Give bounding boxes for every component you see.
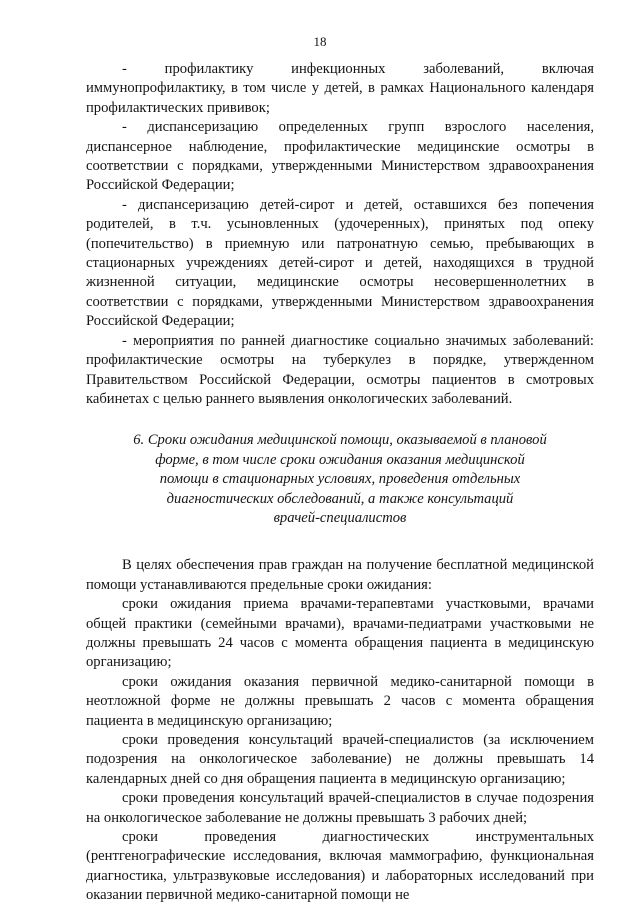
paragraph-oncology-waiting: сроки проведения консультаций врачей-специалистов в случае подозрения на онкологическое заболевание не должны превышать 3 рабочих дней; — [86, 790, 594, 826]
document-body — [86, 60, 594, 906]
paragraph-specialist-waiting: сроки проведения консультаций врачей-специалистов (за исключением подозрения на онкологическое заболевание) не должны превышать 14 календарных дней со дня обращения пациента в медицинскую организацию; — [86, 732, 594, 787]
section-heading-line: врачей-специалистов — [273, 509, 407, 526]
section-heading-line: помощи в стационарных условиях, проведения отдельных — [159, 471, 521, 488]
paragraph-early-diagnostics: - мероприятия по ранней диагностике социально значимых заболеваний: профилактические осмотры на туберкулез в порядке, утвержденном Правительством Российской Федерации, осмотры пациентов в смотровых кабинетах с целью раннего выявления онкологических заболеваний. — [86, 332, 594, 407]
paragraph-dispensarization-orphans: - диспансеризацию детей-сирот и детей, оставшихся без попечения родителей, в т.ч. усыновленных (удочеренных), принятых под опеку (попечительство) в приемную или патронатную семью, пребывающих в стационарных учреждениях детей-сирот и детей, находящихся в трудной жизненной ситуации, медицинские осмотры несовершеннолетних в соответствии с порядками, утвержденными Министерством здравоохранения Российской Федерации; — [86, 196, 594, 330]
section-heading-line: 6. Сроки ожидания медицинской помощи, оказываемой в плановой — [133, 432, 547, 449]
paragraph-prophylaxis-infections: - профилактику инфекционных заболеваний, включая иммунопрофилактику, в том числе у детей, в рамках Национального календаря профилактических прививок; — [86, 61, 594, 116]
paragraph-gp-waiting: сроки ожидания приема врачами-терапевтами участковыми, врачами общей практики (семейными врачами), врачами-педиатрами участковыми не должны превышать 24 часов с момента обращения пациента в медицинскую организацию; — [86, 596, 594, 671]
section-heading — [86, 431, 594, 528]
section-heading-line: диагностических обследований, а также консультаций — [166, 490, 514, 507]
paragraph-dispensarization-adults: - диспансеризацию определенных групп взрослого населения, диспансерное наблюдение, профилактические медицинские осмотры в соответствии с порядками, утвержденными Министерством здравоохранения Российской Федерации; — [86, 119, 594, 194]
section-heading-line: форме, в том числе сроки ожидания оказания медицинской — [155, 451, 525, 468]
paragraph-intro-waiting-times: В целях обеспечения прав граждан на получение бесплатной медицинской помощи устанавливаются предельные сроки ожидания: — [86, 557, 594, 593]
paragraph-diagnostics-waiting: сроки проведения диагностических инструментальных (рентгенографические исследования, включая маммографию, функциональная диагностика, ультразвуковые исследования) и лабораторных исследований при оказании первичной медико-санитарной помощи не — [86, 829, 594, 904]
page-number: 18 — [313, 34, 327, 49]
paragraph-urgent-waiting: сроки ожидания оказания первичной медико-санитарной помощи в неотложной форме не должны превышать 2 часов с момента обращения пациента в медицинскую организацию; — [86, 673, 594, 729]
